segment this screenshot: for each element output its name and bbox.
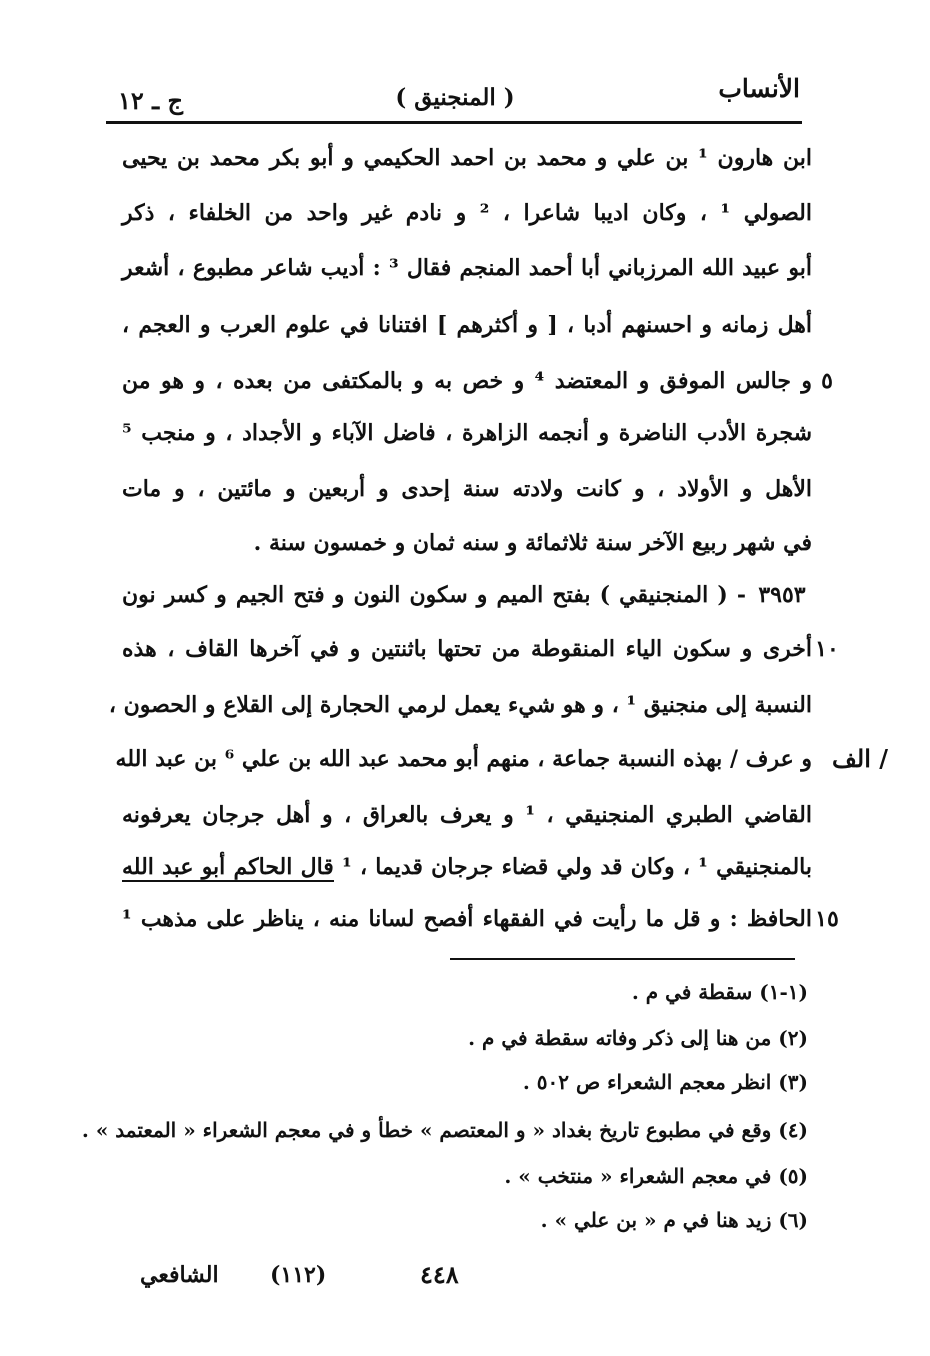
body-line: النسبة إلى منجنيق ¹ ، و هو شيء يعمل لرمي الحجارة إلى القلاع و الحصون ، bbox=[108, 692, 812, 718]
body-line: الحافظ : و قل ما رأيت في الفقهاء أفصح لسانا منه ، يناظر على مذهب ¹ bbox=[122, 906, 812, 932]
line-number: ١٥ bbox=[815, 906, 839, 932]
footnote: (٥) في معجم الشعراء « منتخب » . bbox=[504, 1164, 808, 1188]
body-line: أهل زمانه و احسنهم أدبا ، [ و أكثرهم ] افتنانا في علوم العرب و العجم ، bbox=[122, 312, 812, 338]
footnote: (٢) من هنا إلى ذكر وفاته سقطة في م . bbox=[468, 1026, 808, 1050]
body-line: - ( المنجنيقي ) بفتح الميم و سكون النون و فتح الجيم و كسر نون bbox=[122, 582, 746, 608]
footnote: (١-١) سقطة في م . bbox=[631, 980, 808, 1004]
header-rule bbox=[106, 121, 802, 124]
footnote: (٦) زيد هنا في م « بن علي » . bbox=[540, 1208, 808, 1232]
body-line: القاضي الطبري المنجنيقي ، ¹ و يعرف بالعراق ، و أهل جرجان يعرفونه bbox=[122, 802, 812, 828]
line-number: ٥ bbox=[821, 368, 833, 394]
footnote: (٤) وقع في مطبوع تاريخ بغداد « و المعتصم » خطأ و في معجم الشعراء « المعتمد » . bbox=[81, 1118, 808, 1142]
volume-label: ج ـ ١٢ bbox=[118, 86, 184, 115]
book-title: الأنساب bbox=[718, 74, 800, 103]
footer-publisher: الشافعي bbox=[140, 1262, 219, 1288]
running-header bbox=[110, 74, 800, 114]
footnote: (٣) انظر معجم الشعراء ص ٥٠٢ . bbox=[522, 1070, 808, 1094]
body-line: في شهر ربيع الآخر سنة ثلاثمائة و سنه ثمان و خمسون سنة . bbox=[253, 530, 812, 556]
page-footer bbox=[140, 1262, 560, 1302]
entry-title: ( المنجنيق ) bbox=[395, 84, 515, 111]
footer-page-number: ٤٤٨ bbox=[420, 1260, 459, 1289]
body-line: أبو عبيد الله المرزباني أبا أحمد المنجم فقال ³ : أديب شاعر مطبوع ، أشعر bbox=[122, 255, 812, 281]
margin-note: / الف bbox=[832, 744, 888, 773]
underlined-phrase: قال الحاكم أبو عبد الله bbox=[122, 854, 334, 880]
body-line: شجرة الأدب الناضرة و أنجمه الزاهرة ، فاضل الآباء و الأجداد ، و منجب ⁵ bbox=[122, 420, 812, 446]
body-line: بالمنجنيقي ¹ ، وكان قد ولي قضاء جرجان قديما ، ¹ قال الحاكم أبو عبد الله bbox=[122, 854, 812, 880]
footnote-separator bbox=[450, 958, 795, 960]
body-line: الأهل و الأولاد ، و كانت ولادته سنة إحدى و أربعين و مائتين ، و مات bbox=[122, 476, 812, 502]
line-number: ١٠ bbox=[815, 636, 839, 662]
footer-sheet-number: (١١٢) bbox=[270, 1262, 327, 1288]
body-line: الصولي ¹ ، وكان اديبا شاعرا ، ² و نادم غير واحد من الخلفاء ، ذكر bbox=[122, 200, 812, 226]
body-line: أخرى و سكون الياء المنقوطة من تحتها باثنتين و في آخرها القاف ، هذه bbox=[122, 636, 812, 662]
body-line: ابن هارون ¹ بن علي و محمد بن احمد الحكيمي و أبو بكر محمد بن يحيى bbox=[122, 145, 812, 171]
body-line: و عرف / بهذه النسبة جماعة ، منهم أبو محمد عبد الله بن علي ⁶ بن عبد الله bbox=[115, 746, 812, 772]
body-line: و جالس الموفق و المعتضد ⁴ و خص به و بالمكتفى من بعده ، و هو من bbox=[122, 368, 812, 394]
entry-number: ٣٩٥٣ bbox=[758, 582, 806, 608]
